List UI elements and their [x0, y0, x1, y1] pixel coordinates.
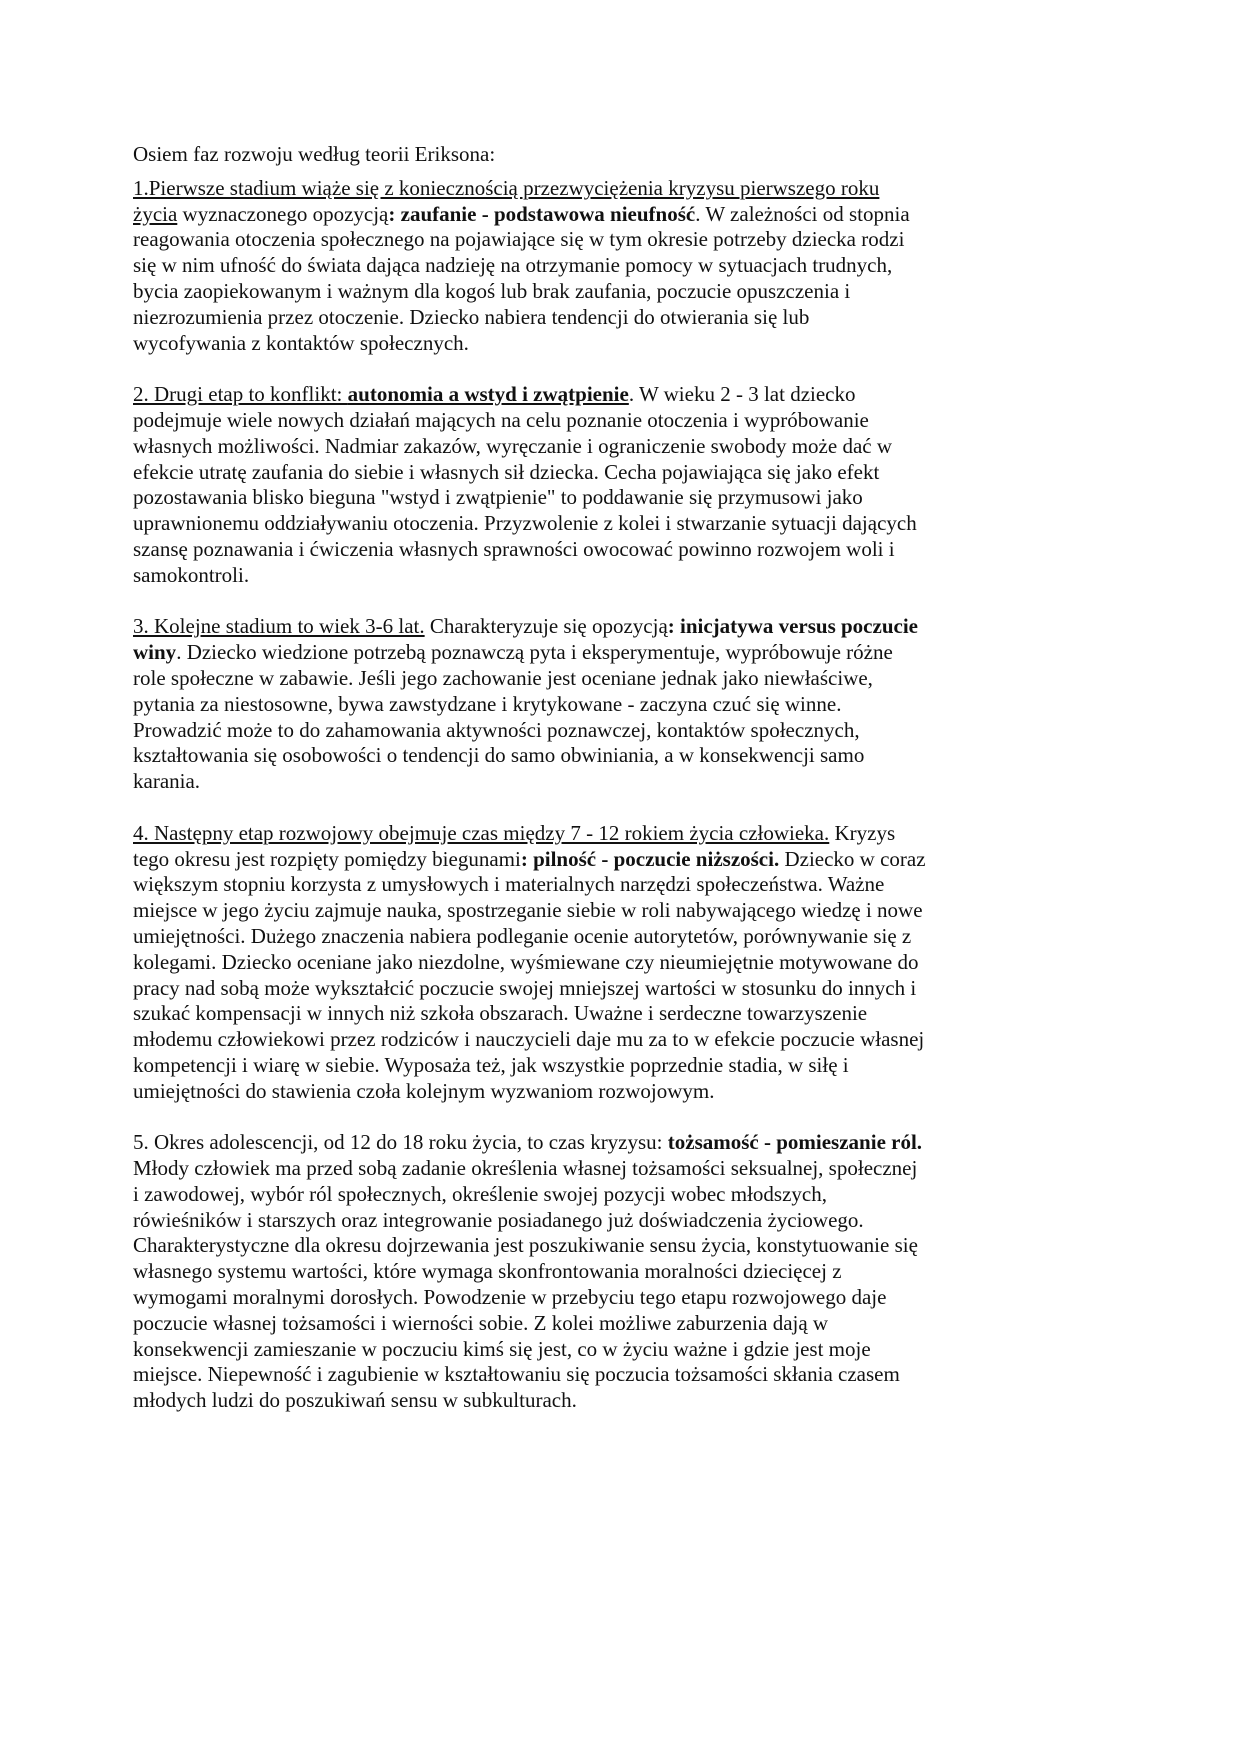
text-run: reagowania otoczenia społecznego na pojawiające się w tym okresie potrzeby dziecka rodzi — [133, 227, 905, 252]
text-line — [133, 176, 926, 202]
text-run: pozostawania blisko bieguna "wstyd i zwątpienie" to poddawanie się przymusowi jako — [133, 485, 863, 510]
stage-paragraph-3 — [133, 614, 926, 795]
text-run: wymogami moralnymi dorosłych. Powodzenie w przebyciu tego etapu rozwojowego daje — [133, 1285, 887, 1310]
text-run: wycofywania z kontaktów społecznych. — [133, 330, 469, 355]
underlined-heading: 3. Kolejne stadium to wiek 3-6 lat. — [133, 614, 425, 639]
text-line — [133, 1285, 926, 1311]
text-line — [133, 305, 926, 331]
underlined-heading: 2. Drugi etap to konflikt: — [133, 382, 348, 407]
text-run: umiejętności do stawienia czoła kolejnym wyzwaniom rozwojowym. — [133, 1078, 715, 1103]
text-run: pytania za niestosowne, bywa zawstydzane i krytykowane - zaczyna czuć się winne. — [133, 691, 842, 716]
text-run: Prowadzić może to do zahamowania aktywności poznawczej, kontaktów społecznych, — [133, 717, 860, 742]
text-run: Młody człowiek ma przed sobą zadanie określenia własnej tożsamości seksualnej, społecznej — [133, 1156, 918, 1181]
emphasized-text: : inicjatywa versus poczucie — [667, 614, 918, 639]
text-run: miejsce w jego życiu zajmuje nauka, spostrzeganie siebie w roli nabywającego wiedzę i nowe — [133, 898, 923, 923]
text-line — [133, 1337, 926, 1363]
text-run: Charakterystyczne dla okresu dojrzewania jest poszukiwanie sensu życia, konstytuowanie się — [133, 1233, 918, 1258]
text-run: i zawodowej, wybór ról społecznych, określenie swojej pozycji wobec młodszych, — [133, 1181, 827, 1206]
text-line — [133, 1079, 926, 1105]
text-run: uprawnionemu oddziaływaniu otoczenia. Przyzwolenie z kolei i stwarzanie sytuacji dających — [133, 511, 917, 536]
underlined-heading: życia — [133, 201, 178, 226]
text-run: karania. — [133, 769, 201, 794]
text-line — [133, 769, 926, 795]
text-line — [133, 976, 926, 1002]
text-run: własnych możliwości. Nadmiar zakazów, wyręczanie i ograniczenie swobody może dać w — [133, 433, 893, 458]
text-run: pracy nad sobą może wykształcić poczucie swojej mniejszej wartości w stosunku do innych i — [133, 975, 917, 1000]
text-line — [133, 614, 926, 640]
text-line — [133, 485, 926, 511]
document-title: Osiem faz rozwoju według teorii Eriksona: — [133, 142, 496, 166]
text-line — [133, 1362, 926, 1388]
text-run: bycia zaopiekowanym i ważnym dla kogoś lub brak zaufania, poczucie opuszczenia i — [133, 278, 851, 303]
text-run: konsekwencji zamieszanie w poczuciu kimś się jest, co w życiu ważne i gdzie jest moje — [133, 1336, 871, 1361]
text-line — [133, 1388, 926, 1414]
text-line — [133, 279, 926, 305]
emphasized-text: : zaufanie - podstawowa nieufność — [388, 201, 696, 226]
text-line — [133, 718, 926, 744]
text-run: kształtowania się osobowości o tendencji do samo obwiniania, a w konsekwencji samo — [133, 743, 865, 768]
text-line — [133, 202, 926, 228]
emphasized-text: tożsamość - pomieszanie ról. — [667, 1130, 923, 1155]
text-line — [133, 537, 926, 563]
text-line — [133, 692, 926, 718]
stage-paragraph-4 — [133, 821, 926, 1105]
text-line — [133, 1311, 926, 1337]
text-run: Kryzys — [829, 820, 896, 845]
text-run: niezrozumienia przez otoczenie. Dziecko nabiera tendencji do otwierania się lub — [133, 304, 810, 329]
text-run: szansę poznawania i ćwiczenia własnych sprawności owocować powinno rozwojem woli i — [133, 536, 895, 561]
text-run: efekcie utratę zaufania do siebie i własnych sił dziecka. Cecha pojawiająca się jako efekt — [133, 459, 880, 484]
text-line — [133, 1130, 926, 1156]
text-line — [133, 408, 926, 434]
text-line — [133, 253, 926, 279]
document-body — [133, 176, 926, 1414]
text-line — [133, 227, 926, 253]
text-line — [133, 1156, 926, 1182]
underlined-heading: 1.Pierwsze stadium wiąże się z koniecznością przezwyciężenia kryzysu pierwszego roku — [133, 175, 880, 200]
text-line — [133, 460, 926, 486]
text-line — [133, 1027, 926, 1053]
text-run: . W wieku 2 - 3 lat dziecko — [628, 382, 856, 407]
text-line — [133, 1053, 926, 1079]
text-line — [133, 950, 926, 976]
stage-paragraph-1 — [133, 176, 926, 357]
text-run: młodemu człowiekowi przez rodziców i nauczycieli daje mu za to w efekcie poczucie własnej — [133, 1027, 925, 1052]
text-line — [133, 821, 926, 847]
text-run: kompetencji i wiarę w siebie. Wyposaża też, jak wszystkie poprzednie stadia, w siłę i — [133, 1052, 849, 1077]
document-page — [133, 142, 926, 1440]
text-run: . W zależności od stopnia — [695, 201, 910, 226]
text-run: . Dziecko wiedzione potrzebą poznawczą pyta i eksperymentuje, wypróbowuje różne — [176, 640, 893, 665]
text-line — [133, 898, 926, 924]
text-run: szukać kompensacji w innych niż szkoła obszarach. Uważne i serdeczne towarzyszenie — [133, 1001, 868, 1026]
text-line — [133, 743, 926, 769]
text-line — [133, 382, 926, 408]
text-run: miejsce. Niepewność i zagubienie w kształtowaniu się poczucia tożsamości skłania czasem — [133, 1362, 900, 1387]
text-run: rówieśników i starszych oraz integrowanie posiadanego już doświadczenia życiowego. — [133, 1207, 864, 1232]
emphasized-text: winy — [133, 640, 177, 665]
stage-paragraph-2 — [133, 382, 926, 588]
text-run: podejmuje wiele nowych działań mających na celu poznanie otoczenia i wypróbowanie — [133, 407, 869, 432]
emphasized-text: autonomia a wstyd i zwątpienie — [347, 382, 629, 407]
text-run: Charakteryzuje się opozycją — [424, 614, 668, 639]
text-line — [133, 1001, 926, 1027]
text-line — [133, 640, 926, 666]
text-line — [133, 1182, 926, 1208]
text-run: samokontroli. — [133, 562, 250, 587]
underlined-heading: 4. Następny etap rozwojowy obejmuje czas między 7 - 12 rokiem życia człowieka. — [133, 820, 830, 845]
emphasized-text: : pilność - poczucie niższości. — [520, 846, 780, 871]
text-run: tego okresu jest rozpięty pomiędzy biegunami — [133, 846, 521, 871]
text-line — [133, 434, 926, 460]
text-line — [133, 1259, 926, 1285]
text-line — [133, 331, 926, 357]
text-run: własnego systemu wartości, które wymaga skonfrontowania moralności dziecięcej z — [133, 1259, 842, 1284]
text-run: umiejętności. Dużego znaczenia nabiera podleganie ocenie autorytetów, porównywanie się z — [133, 923, 912, 948]
text-line — [133, 1208, 926, 1234]
text-run: Dziecko w coraz — [779, 846, 926, 871]
text-run: poczucie własnej tożsamości i wierności sobie. Z kolei możliwe zaburzenia dają w — [133, 1310, 829, 1335]
text-run: większym stopniu korzysta z umysłowych i materialnych narzędzi społeczeństwa. Ważne — [133, 872, 885, 897]
text-run: się w nim ufność do świata dająca nadzieję na otrzymanie pomocy w sytuacjach trudnych, — [133, 253, 893, 278]
text-line — [133, 847, 926, 873]
text-line — [133, 1233, 926, 1259]
text-run: role społeczne w zabawie. Jeśli jego zachowanie jest oceniane jednak jako niewłaściwe, — [133, 665, 873, 690]
text-line — [133, 872, 926, 898]
text-run: młodych ludzi do poszukiwań sensu w subkulturach. — [133, 1388, 577, 1413]
text-line — [133, 666, 926, 692]
stage-paragraph-5 — [133, 1130, 926, 1414]
text-run: kolegami. Dziecko oceniane jako niezdolne, wyśmiewane czy nieumiejętnie motywowane do — [133, 949, 919, 974]
text-run: 5. Okres adolescencji, od 12 do 18 roku życia, to czas kryzysu: — [133, 1130, 668, 1155]
text-line — [133, 511, 926, 537]
text-line — [133, 563, 926, 589]
text-line — [133, 924, 926, 950]
text-run: wyznaczonego opozycją — [177, 201, 389, 226]
